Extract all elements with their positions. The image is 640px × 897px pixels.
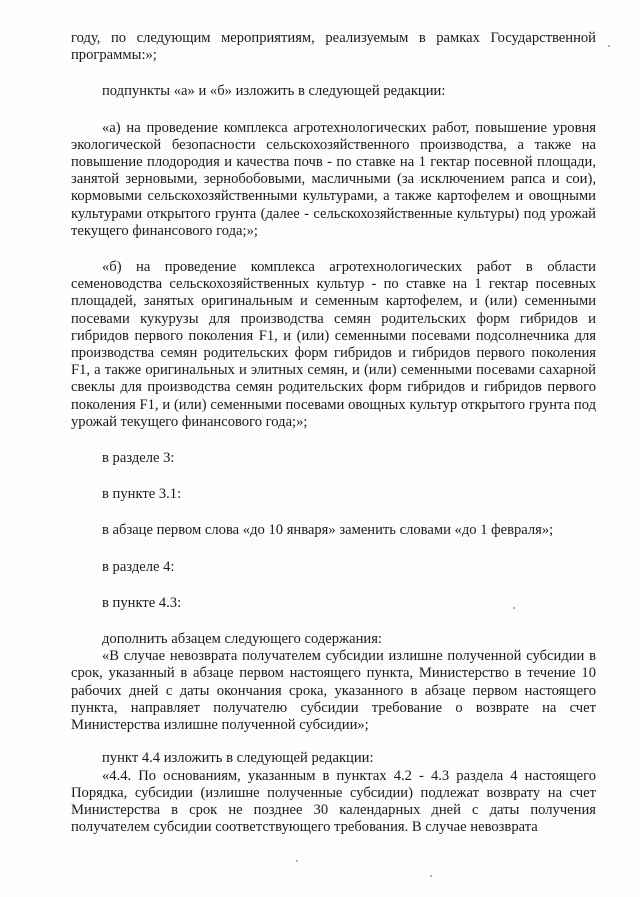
scan-speck [513,607,515,609]
paragraph-subpoints-intro: подпункты «а» и «б» изложить в следующей редакции: [102,83,446,100]
paragraph-add-clause: дополнить абзацем следующего содержания: [102,631,382,648]
scan-speck [296,860,298,862]
paragraph-item-4-3: в пункте 4.3: [102,594,182,611]
paragraph-replace-date: в абзаце первом слова «до 10 января» заменить словами «до 1 февраля»; [102,522,554,539]
paragraph-item-4-4-text: «4.4. По основаниям, указанным в пунктах 4.2 - 4.3 раздела 4 настоящего Порядка, субсидии (излишне полученные субсидии) подлежат возврату на счет Министерства в срок не позднее 30 календарных дней с даты получения получателем субсидии соответствующего требования. В случае невозврата [71,767,596,836]
paragraph-subpoint-b: «б) на проведение комплекса агротехнологических работ в области семеноводства сельскохозяйственных культур - по ставке на 1 гектар посевных площадей, занятых оригинальным и семенным картофелем, и (или) семенными посевами кукурузы для производства семян родительских форм гибридов и гибридов первого поколения F1, и (или) семенными посевами подсолнечника для производства семян родительских форм гибридов и гибридов первого поколения F1, а также оригинальных и элитных семян, и (или) семенными посевами сахарной свеклы для производства семян родительских форм гибридов и гибридов первого поколения F1, и (или) семенными посевами овощных культур открытого грунта под урожай текущего финансового года;»; [71,259,596,430]
paragraph-item-4-4-intro: пункт 4.4 изложить в следующей редакции: [102,750,374,767]
paragraph-section-4: в разделе 4: [102,558,175,575]
paragraph-item-3-1: в пункте 3.1: [102,486,182,503]
scan-speck [430,875,432,877]
scan-speck [608,45,610,47]
paragraph-non-return-clause: «В случае невозврата получателем субсидии излишне полученной субсидии в срок, указанный в абзаце первом настоящего пункта, Министерство в течение 10 рабочих дней с даты окончания срока, указанного в абзаце первом настоящего пункта, направляет получателю субсидии требование о возврате на счет Министерства излишне полученной субсидии»; [71,648,596,734]
paragraph-continuation: году, по следующим мероприятиям, реализуемым в рамках Государственной программы:»; [71,30,596,64]
paragraph-section-3: в разделе 3: [102,450,175,467]
paragraph-subpoint-a: «а) на проведение комплекса агротехнологических работ, повышение уровня экологической безопасности сельскохозяйственного производства, а также на повышение плодородия и качества почв - по ставке на 1 гектар посевной площади, занятой зерновыми, зернобобовыми, масличными (за исключением рапса и сои), кормовыми сельскохозяйственными культурами, а также картофелем и овощными культурами открытого грунта (далее - сельскохозяйственные культуры) под урожай текущего финансового года;»; [71,119,596,239]
